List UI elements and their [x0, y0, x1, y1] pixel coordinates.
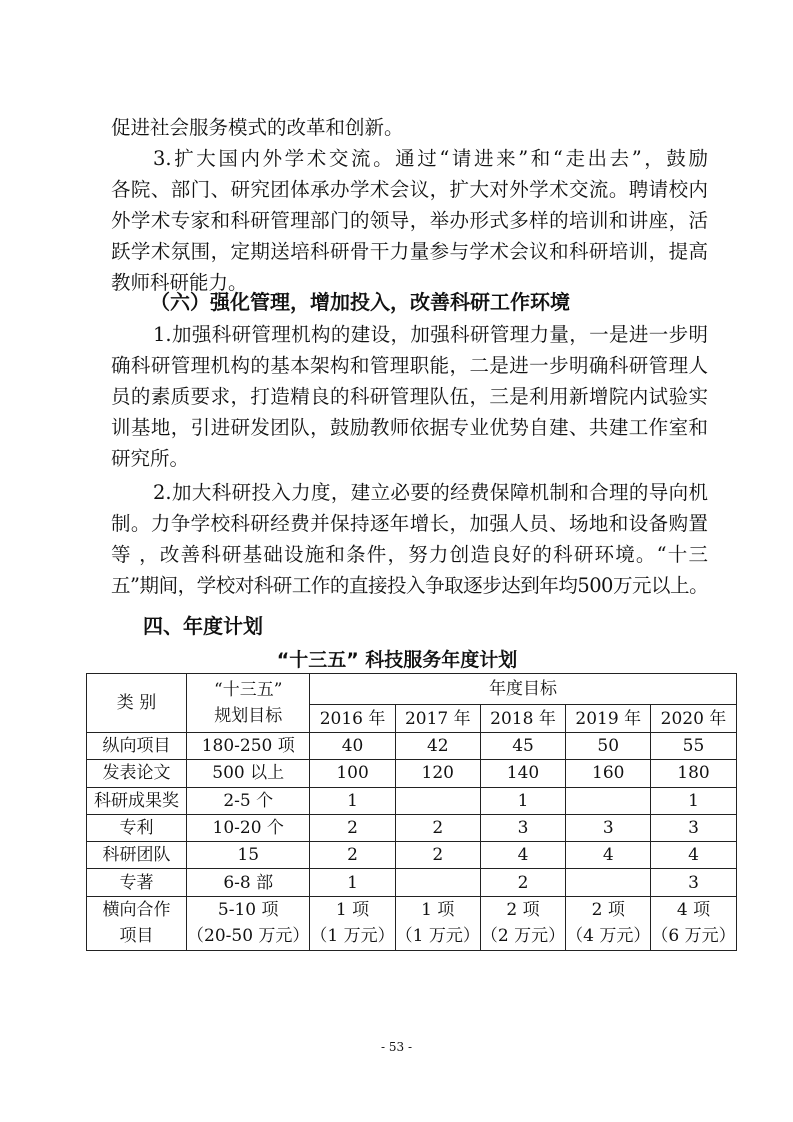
paragraph-line: 各院、部门、研究团体承办学术会议，扩大对外学术交流。聘请校内 — [111, 178, 708, 201]
row-value: 180 — [651, 760, 736, 787]
paragraph-line: 外学术专家和科研管理部门的领导，举办形式多样的培训和讲座，活 — [111, 209, 708, 232]
value-line: 1 项 — [421, 900, 455, 921]
value-line: 4 项 — [676, 900, 711, 921]
row-value: 140 — [480, 760, 565, 787]
row-value: 42 — [395, 733, 480, 760]
row-value: 160 — [566, 760, 651, 787]
header-year: 2018 年 — [480, 705, 565, 733]
paragraph-line: 训基地，引进研发团队，鼓励教师依据专业优势自建、共建工作室和 — [111, 416, 708, 439]
table-row — [87, 869, 737, 896]
row-value: 1 — [480, 787, 565, 814]
row-value: 2 — [310, 842, 395, 869]
value-line: （1 万元） — [310, 926, 395, 947]
header-year: 2017 年 — [395, 705, 480, 733]
table-row — [87, 787, 737, 814]
row-name: 专利 — [87, 814, 187, 841]
row-value: 1 — [310, 869, 395, 896]
paragraph-line: 3.扩大国内外学术交流。通过“请进来”和“走出去”，鼓励 — [153, 147, 708, 170]
row-value — [566, 869, 651, 896]
paragraph-line: 员的素质要求，打造精良的科研管理队伍，三是利用新增院内试验实 — [111, 385, 708, 408]
row-value: 4 — [480, 842, 565, 869]
row-name — [87, 896, 187, 950]
table-row — [87, 733, 737, 760]
table-row — [87, 896, 737, 950]
table-row — [87, 842, 737, 869]
row-plan: 500 以上 — [187, 760, 310, 787]
row-value: 55 — [651, 733, 736, 760]
paragraph-line: 跃学术氛围，定期送培科研骨干力量参与学术会议和科研培训，提高 — [111, 240, 708, 263]
row-plan — [187, 896, 310, 950]
row-plan: 10-20 个 — [187, 814, 310, 841]
paragraph-line: 等 ，改善科研基础设施和条件，努力创造良好的科研环境。“十三 — [111, 543, 708, 566]
row-plan: 6-8 部 — [187, 869, 310, 896]
row-value: 4 — [651, 842, 736, 869]
table-row — [87, 760, 737, 787]
row-value: 3 — [566, 814, 651, 841]
row-value: 2 — [395, 842, 480, 869]
paragraph-line: 教师科研能力。 — [111, 271, 248, 294]
row-value: 100 — [310, 760, 395, 787]
section-heading: 四、年度计划 — [143, 614, 263, 638]
row-value — [566, 787, 651, 814]
row-name: 发表论文 — [87, 760, 187, 787]
row-plan-line: （20-50 万元） — [187, 926, 310, 947]
header-year: 2019 年 — [566, 705, 651, 733]
row-plan: 2-5 个 — [187, 787, 310, 814]
row-value — [395, 787, 480, 814]
value-line: 2 项 — [591, 900, 625, 921]
row-plan-line: 5-10 项 — [217, 900, 279, 921]
row-value — [566, 896, 651, 950]
row-value: 3 — [651, 814, 736, 841]
header-plan — [187, 674, 310, 733]
header-annual: 年度目标 — [310, 674, 736, 705]
row-value — [395, 896, 480, 950]
table-row — [87, 814, 737, 841]
row-value — [480, 896, 565, 950]
row-value: 3 — [480, 814, 565, 841]
row-value: 2 — [395, 814, 480, 841]
row-name: 专著 — [87, 869, 187, 896]
paragraph-line: 促进社会服务模式的改革和创新。 — [111, 116, 404, 139]
header-year: 2020 年 — [651, 705, 736, 733]
header-year: 2016 年 — [310, 705, 395, 733]
row-value: 3 — [651, 869, 736, 896]
value-line: （6 万元） — [651, 926, 736, 947]
row-value — [310, 896, 395, 950]
header-plan-line: 规划目标 — [214, 706, 283, 726]
row-value — [395, 869, 480, 896]
page-number: - 53 - — [380, 1040, 412, 1054]
row-value: 1 — [310, 787, 395, 814]
row-value: 4 — [566, 842, 651, 869]
header-category: 类 别 — [87, 674, 187, 733]
paragraph-line: 确科研管理机构的基本架构和管理职能，二是进一步明确科研管理人 — [111, 354, 708, 377]
row-name-line: 横向合作 — [102, 900, 171, 921]
row-value — [651, 896, 736, 950]
row-value: 1 — [651, 787, 736, 814]
row-plan: 15 — [187, 842, 310, 869]
row-value: 45 — [480, 733, 565, 760]
value-line: 2 项 — [506, 900, 540, 921]
row-name: 纵向项目 — [87, 733, 187, 760]
row-value: 2 — [310, 814, 395, 841]
value-line: （4 万元） — [566, 926, 651, 947]
value-line: （1 万元） — [395, 926, 480, 947]
paragraph-line: 制。力争学校科研经费并保持逐年增长，加强人员、场地和设备购置 — [111, 512, 708, 535]
paragraph-line: 五”期间，学校对科研工作的直接投入争取逐步达到年均500万元以上。 — [111, 574, 708, 597]
row-value: 120 — [395, 760, 480, 787]
annual-plan-table — [86, 673, 737, 951]
row-value: 50 — [566, 733, 651, 760]
row-name: 科研成果奖 — [87, 787, 187, 814]
row-value: 2 — [480, 869, 565, 896]
table-title: “十三五” 科技服务年度计划 — [276, 649, 518, 671]
row-plan: 180-250 项 — [187, 733, 310, 760]
paragraph-line: 2.加大科研投入力度，建立必要的经费保障机制和合理的导向机 — [153, 481, 708, 504]
paragraph-line: 研究所。 — [111, 447, 190, 470]
section-heading: （六）强化管理，增加投入，改善科研工作环境 — [150, 290, 570, 314]
value-line: 1 项 — [335, 900, 370, 921]
row-value: 40 — [310, 733, 395, 760]
paragraph-line: 1.加强科研管理机构的建设，加强科研管理力量，一是进一步明 — [153, 323, 708, 346]
header-plan-line: “十三五” — [214, 680, 283, 700]
row-name-line: 项目 — [119, 926, 154, 947]
value-line: （2 万元） — [480, 926, 566, 947]
row-name: 科研团队 — [87, 842, 187, 869]
